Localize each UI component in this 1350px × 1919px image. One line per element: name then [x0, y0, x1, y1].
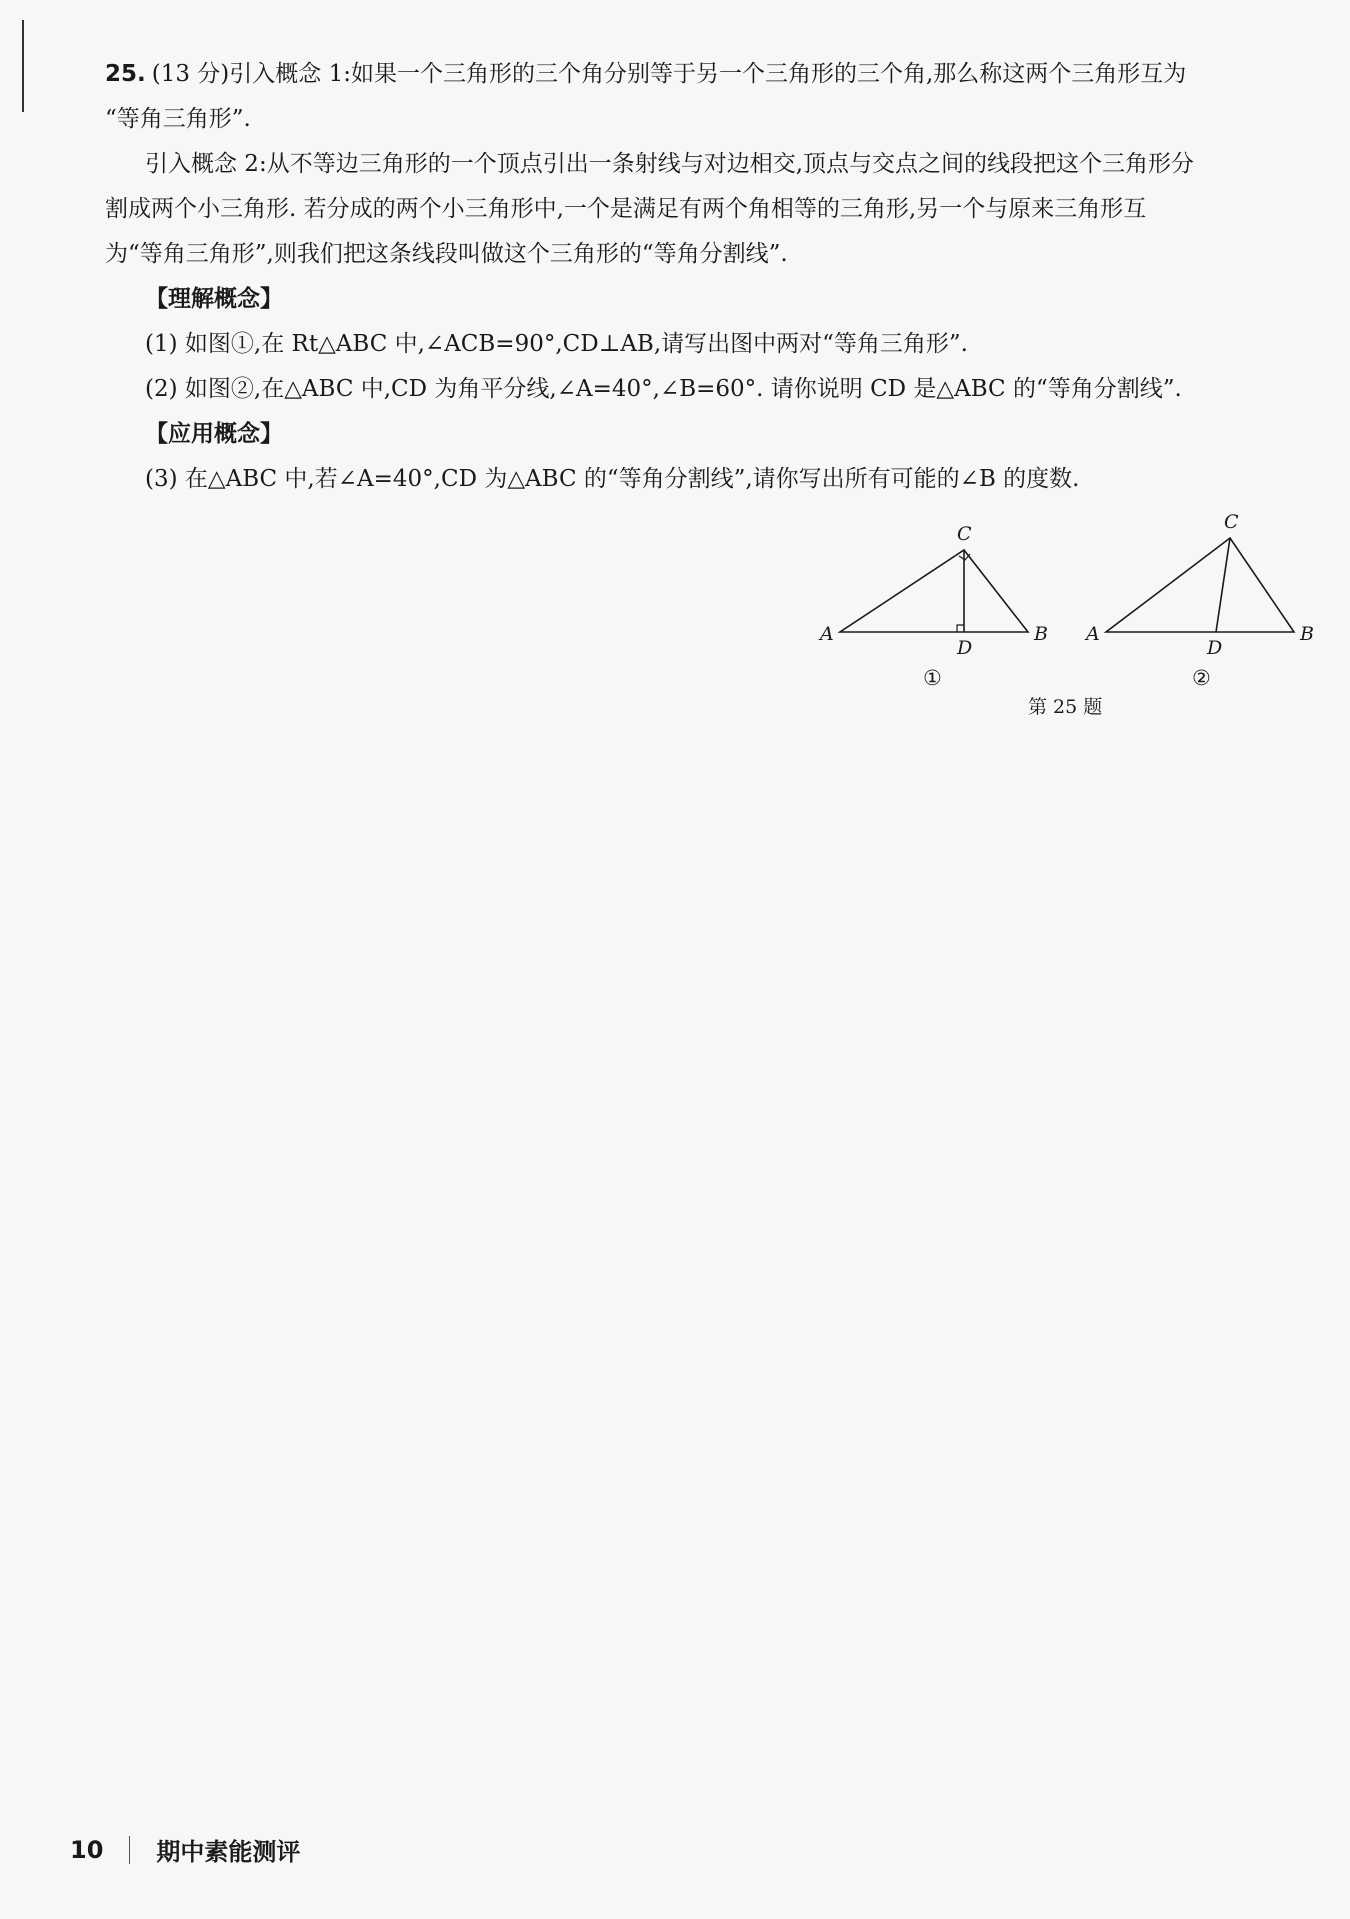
figure-caption: 第 25 题: [1028, 696, 1103, 718]
triangle-figures: [818, 510, 1318, 730]
figure-25: [818, 510, 1318, 730]
triangle-abc-1: [840, 550, 1028, 632]
figure-2: [1084, 511, 1314, 690]
concept2-line-1: 引入概念 2:从不等边三角形的一个顶点引出一条射线与对边相交,顶点与交点之间的线段把这个三角形分: [145, 151, 1195, 177]
label-d-2: D: [1207, 637, 1223, 659]
page-footer: [70, 1832, 300, 1867]
figure-1-number: ①: [923, 666, 942, 690]
figure-1: [818, 523, 1048, 690]
left-margin-rule: [22, 20, 24, 112]
concept2-line-2: 割成两个小三角形. 若分成的两个小三角形中,一个是满足有两个角相等的三角形,另一个与原来三角形互: [105, 196, 1147, 222]
section-apply-concept: 【应用概念】: [145, 421, 283, 447]
question-intro-line-2: “等角三角形”.: [105, 106, 251, 132]
page-number: 10: [70, 1835, 104, 1864]
label-d-1: D: [957, 637, 973, 659]
part-3: (3) 在△ABC 中,若∠A=40°,CD 为△ABC 的“等角分割线”,请你写出所有可能的∠B 的度数.: [145, 466, 1080, 492]
question-intro-text: (13 分)引入概念 1:如果一个三角形的三个角分别等于另一个三角形的三个角,那么称这两个三角形互为: [151, 61, 1187, 87]
question-number: 25.: [105, 61, 146, 87]
footer-separator: [129, 1836, 130, 1864]
section-understand-concept: 【理解概念】: [145, 286, 283, 312]
label-b-2: B: [1300, 623, 1314, 645]
part-1: (1) 如图①,在 Rt△ABC 中,∠ACB=90°,CD⊥AB,请写出图中两对“等角三角形”.: [145, 331, 968, 357]
label-a-2: A: [1086, 623, 1100, 645]
label-c-2: C: [1224, 511, 1239, 533]
label-c-1: C: [957, 523, 972, 545]
concept2-line-3: 为“等角三角形”,则我们把这条线段叫做这个三角形的“等角分割线”.: [105, 241, 788, 267]
figure-2-number: ②: [1192, 666, 1211, 690]
label-a-1: A: [820, 623, 834, 645]
triangle-abc-2: [1106, 538, 1294, 632]
question-intro-line-1: [105, 52, 1325, 97]
bisector-cd-2: [1216, 538, 1230, 632]
question-25: [105, 52, 1325, 502]
footer-title: 期中素能测评: [156, 1838, 301, 1866]
right-angle-mark-d: [957, 625, 964, 632]
label-b-1: B: [1034, 623, 1048, 645]
part-2: (2) 如图②,在△ABC 中,CD 为角平分线,∠A=40°,∠B=60°. 请你说明 CD 是△ABC 的“等角分割线”.: [145, 376, 1182, 402]
